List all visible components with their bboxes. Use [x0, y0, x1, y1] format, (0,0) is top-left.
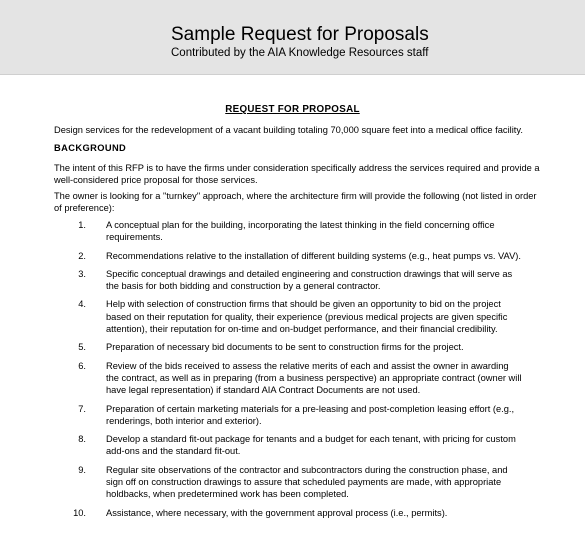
rfp-heading-text: REQUEST FOR PROPOSAL	[225, 104, 360, 115]
background-paragraph-1: The intent of this RFP is to have the firms under consideration specifically address the services required and provide a well-considered price proposal for those services.	[54, 163, 540, 186]
list-item-number: 5.	[78, 342, 86, 353]
document-header	[0, 0, 585, 75]
list-item-text: Regular site observations of the contractor and subcontractors during the construction phase, and sign off on construction drawings to assure that scheduled payments are made, with appropriate holdbacks, when predetermined work has been completed.	[106, 464, 508, 500]
list-item-number: 7.	[78, 403, 86, 414]
list-item-number: 1.	[78, 220, 86, 230]
list-item-text: A conceptual plan for the building, incorporating the latest thinking in the field concerning office requirements.	[106, 220, 495, 243]
list-item-number: 6.	[78, 360, 86, 371]
list-item	[54, 507, 524, 519]
document-subtitle: Contributed by the AIA Knowledge Resources staff	[171, 47, 429, 59]
list-item	[54, 433, 524, 458]
list-item-number: 2.	[78, 250, 86, 261]
document-title: Sample Request for Proposals	[171, 24, 429, 45]
document-page	[0, 75, 585, 550]
list-item	[54, 219, 524, 244]
rfp-heading	[0, 104, 585, 116]
list-item-number: 10.	[73, 507, 86, 518]
list-item-text: Specific conceptual drawings and detailed engineering and construction drawings that will serve as the basis for both bidding and construction by a general contractor.	[106, 268, 513, 292]
list-item-text: Develop a standard fit-out package for tenants and a budget for each tenant, with pricing for custom add-ons and the standard fit-out.	[106, 434, 516, 457]
list-item	[54, 403, 524, 428]
services-list	[54, 219, 524, 519]
list-item	[54, 464, 524, 501]
list-item	[54, 360, 524, 397]
list-item	[54, 250, 524, 262]
list-item	[54, 268, 524, 293]
list-item-text: Assistance, where necessary, with the government approval process (i.e., permits).	[106, 507, 448, 518]
list-item	[54, 341, 524, 353]
list-item-text: Preparation of certain marketing materials for a pre-leasing and post-completion leasing effort (e.g., renderings, both interior and exterior).	[106, 403, 515, 426]
list-item-text: Help with selection of construction firms that should be given an opportunity to bid on the project based on their reputation for quality, their experience (previous medical projects are given specific attention), their reputation for on-time and on-budget performance, and their financial credibility.	[106, 299, 508, 335]
section-title-background: BACKGROUND	[54, 143, 127, 153]
list-item-number: 9.	[78, 464, 86, 475]
list-item-text: Recommendations relative to the installation of different building systems (e.g., heat pumps vs. VAV).	[106, 250, 521, 261]
list-item-number: 8.	[78, 434, 86, 445]
list-item	[54, 298, 524, 335]
list-item-number: 4.	[78, 299, 86, 310]
intro-paragraph: Design services for the redevelopment of a vacant building totaling 70,000 square feet into a medical office facility.	[54, 125, 523, 135]
list-item-text: Preparation of necessary bid documents to be sent to construction firms for the project.	[106, 342, 464, 353]
list-item-number: 3.	[78, 268, 86, 279]
background-paragraph-2: The owner is looking for a "turnkey" approach, where the architecture firm will provide the following (not listed in order of preference):	[54, 191, 537, 214]
list-item-text: Review of the bids received to assess the relative merits of each and assist the owner in awarding the contract, as well as in preparing (from a business perspective) an appropriate contract (owner will have legal representation) if standard AIA Contract Documents are not used.	[106, 360, 522, 396]
